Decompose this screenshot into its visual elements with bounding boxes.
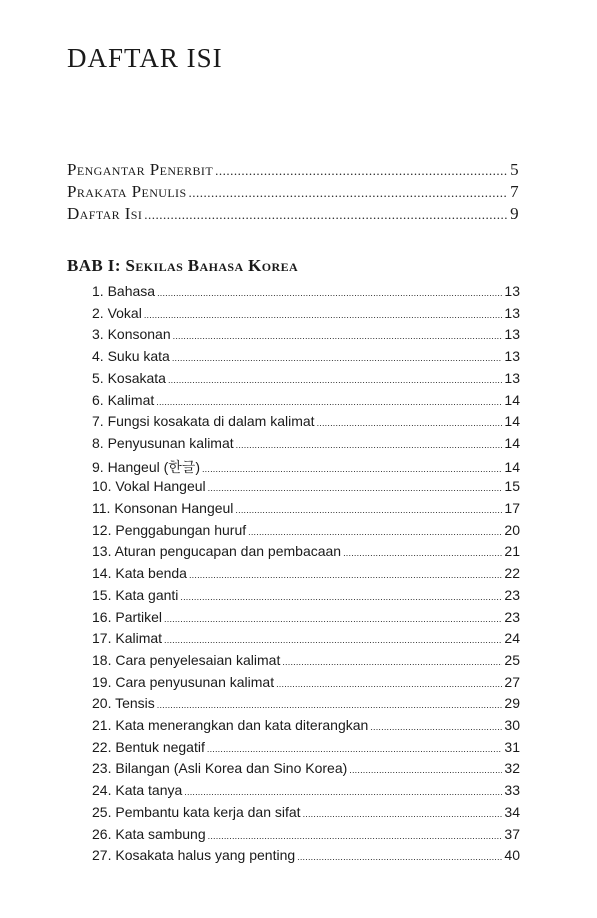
- toc-entry-page: 15: [504, 478, 520, 495]
- dot-leader: [189, 570, 502, 580]
- dot-leader: [235, 505, 502, 515]
- toc-entry-label: 11. Konsonan Hangeul: [92, 500, 234, 516]
- toc-entry[interactable]: [92, 804, 520, 820]
- toc-entry-page: 14: [504, 413, 520, 430]
- toc-entry-label: 1. Bahasa: [92, 283, 156, 299]
- toc-entry-label: 24. Kata tanya: [92, 782, 183, 799]
- dot-leader: [282, 657, 502, 667]
- toc-entry-page: 24: [504, 630, 520, 647]
- toc-entry[interactable]: [92, 782, 520, 798]
- toc-entry-label: 17. Kalimat: [92, 630, 163, 647]
- toc-item-label: Daftar Isi: [67, 204, 143, 223]
- toc-entry-label: 23. Bilangan (Asli Korea dan Sino Korea): [92, 760, 348, 777]
- toc-entry[interactable]: [92, 587, 520, 603]
- dot-leader: [144, 207, 508, 223]
- dot-leader: [303, 809, 503, 819]
- toc-entry-page: 31: [504, 738, 520, 755]
- dot-leader: [168, 375, 502, 385]
- dot-leader: [189, 185, 509, 201]
- toc-entry[interactable]: [92, 695, 520, 711]
- toc-entry-page: 14: [504, 391, 520, 408]
- toc-front-item[interactable]: [67, 182, 519, 202]
- dot-leader: [157, 700, 503, 710]
- toc-entry-page: 32: [504, 760, 520, 777]
- toc-entry[interactable]: [92, 305, 520, 321]
- toc-entry[interactable]: [92, 609, 520, 625]
- toc-entry-page: 13: [504, 348, 520, 365]
- toc-entry[interactable]: [92, 543, 520, 559]
- toc-entry-label: 27. Kosakata halus yang penting: [92, 847, 296, 864]
- toc-front-item[interactable]: [67, 204, 519, 224]
- dot-leader: [157, 288, 502, 298]
- dot-leader: [207, 744, 503, 754]
- dot-leader: [164, 635, 502, 645]
- dot-leader: [156, 397, 502, 407]
- toc-entry-page: 29: [504, 695, 520, 712]
- toc-entry-label: 25. Pembantu kata kerja dan sifat: [92, 803, 301, 820]
- toc-entry[interactable]: [92, 565, 520, 581]
- toc-item-label: Pengantar Penerbit: [67, 160, 214, 179]
- dot-leader: [370, 722, 502, 732]
- toc-entry-label: 19. Cara penyusunan kalimat: [92, 673, 275, 690]
- toc-entry-label: 18. Cara penyelesaian kalimat: [92, 651, 281, 668]
- toc-entry-label: 16. Partikel: [92, 608, 163, 625]
- toc-entry-page: 13: [504, 283, 520, 299]
- toc-entry[interactable]: [92, 348, 520, 364]
- toc-item-label: Prakata Penulis: [67, 182, 187, 201]
- toc-entry-label: 10. Vokal Hangeul: [92, 478, 206, 495]
- toc-entry[interactable]: [92, 760, 520, 776]
- page-title: DAFTAR ISI: [67, 43, 223, 73]
- toc-entry[interactable]: [92, 500, 520, 516]
- toc-entry-label: 15. Kata ganti: [92, 586, 179, 603]
- toc-entry[interactable]: [92, 847, 520, 863]
- chapter-heading: BAB I: Sekilas Bahasa Korea: [67, 256, 299, 275]
- dot-leader: [208, 483, 503, 493]
- dot-leader: [317, 418, 503, 428]
- toc-entry-page: 25: [504, 651, 520, 668]
- toc-entry[interactable]: [92, 478, 520, 494]
- toc-entry[interactable]: [92, 630, 520, 646]
- toc-entry-label: 9. Hangeul (한글): [92, 458, 200, 475]
- toc-entry-label: 2. Vokal: [92, 304, 142, 321]
- toc-entry[interactable]: [92, 826, 520, 842]
- toc-entry[interactable]: [92, 283, 520, 299]
- dot-leader: [236, 440, 503, 450]
- dot-leader: [172, 353, 503, 363]
- toc-entry-label: 26. Kata sambung: [92, 825, 206, 842]
- toc-entry-label: 14. Kata benda: [92, 565, 187, 582]
- dot-leader: [202, 464, 502, 474]
- toc-entry-label: 6. Kalimat: [92, 391, 155, 408]
- toc-entry-page: 14: [504, 434, 520, 451]
- toc-entry-label: 22. Bentuk negatif: [92, 738, 205, 755]
- toc-entry[interactable]: [92, 370, 520, 386]
- toc-entry[interactable]: [92, 435, 520, 451]
- toc-entry-page: 33: [504, 782, 520, 799]
- toc-entry[interactable]: [92, 717, 520, 733]
- toc-entry-page: 20: [504, 521, 520, 538]
- dot-leader: [208, 831, 503, 841]
- toc-entry-page: 13: [504, 304, 520, 321]
- toc-entry[interactable]: [92, 674, 520, 690]
- toc-entry-label: 7. Fungsi kosakata di dalam kalimat: [92, 413, 315, 430]
- toc-entry-label: 21. Kata menerangkan dan kata diterangkan: [92, 717, 369, 733]
- dot-leader: [164, 614, 502, 624]
- toc-entry-page: 30: [504, 717, 520, 733]
- toc-entry-page: 13: [504, 326, 520, 343]
- toc-entry[interactable]: [92, 413, 520, 429]
- toc-entry[interactable]: [92, 326, 520, 342]
- toc-entry-page: 13: [504, 369, 520, 386]
- toc-entry-page: 21: [504, 543, 520, 560]
- toc-entry-label: 12. Penggabungan huruf: [92, 521, 247, 538]
- dot-leader: [349, 765, 502, 775]
- toc-entry[interactable]: [92, 522, 520, 538]
- toc-entry-page: 27: [504, 673, 520, 690]
- toc-entry-page: 37: [504, 825, 520, 842]
- toc-entry-page: 17: [504, 500, 520, 516]
- toc-entry-page: 23: [504, 608, 520, 625]
- toc-entry-label: 8. Penyusunan kalimat: [92, 434, 234, 451]
- toc-entry-page: 40: [504, 847, 520, 864]
- toc-entry-page: 22: [504, 565, 520, 582]
- dot-leader: [144, 310, 503, 320]
- toc-entry[interactable]: [92, 739, 520, 755]
- toc-entry-label: 3. Konsonan: [92, 326, 171, 343]
- dot-leader: [180, 592, 502, 602]
- dot-leader: [276, 679, 502, 689]
- toc-entry-page: 14: [504, 458, 520, 475]
- toc-entry[interactable]: [92, 652, 520, 668]
- dot-leader: [248, 527, 502, 537]
- toc-entry-label: 13. Aturan pengucapan dan pembacaan: [92, 543, 342, 560]
- toc-entry-page: 34: [504, 803, 520, 820]
- toc-entry-label: 5. Kosakata: [92, 369, 166, 386]
- toc-entry[interactable]: [92, 392, 520, 408]
- toc-item-page: 7: [510, 182, 519, 201]
- dot-leader: [297, 852, 502, 862]
- toc-front-item[interactable]: [67, 160, 519, 180]
- toc-entry-page: 23: [504, 586, 520, 603]
- toc-entry[interactable]: [92, 457, 520, 477]
- toc-item-page: 5: [510, 160, 519, 179]
- toc-entry-label: 4. Suku kata: [92, 348, 170, 365]
- toc-entry-label: 20. Tensis: [92, 695, 155, 712]
- dot-leader: [184, 787, 502, 797]
- toc-item-page: 9: [510, 204, 519, 223]
- dot-leader: [343, 548, 502, 558]
- dot-leader: [215, 163, 508, 179]
- dot-leader: [173, 331, 503, 341]
